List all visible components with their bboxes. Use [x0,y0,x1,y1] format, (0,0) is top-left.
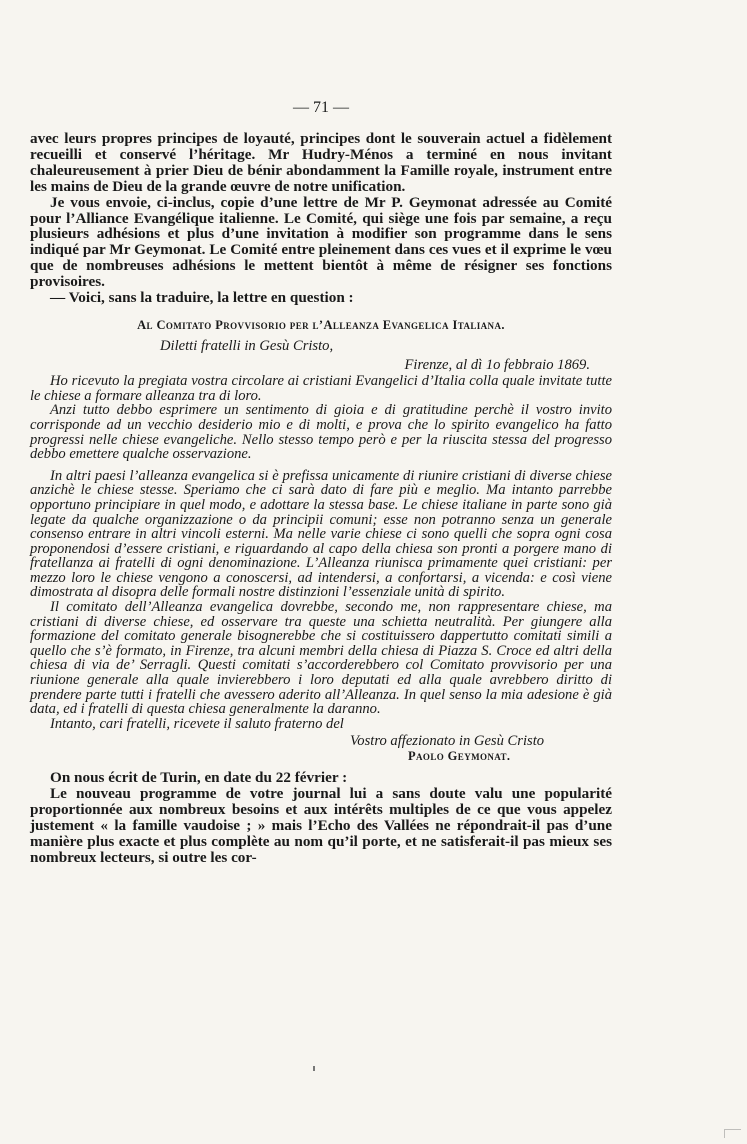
paragraph-continuation: avec leurs propres principes de loyauté, principes dont le souverain actuel a fidèlement recueilli et conservé l’héritage. Mr Hudry-Ménos a terminé en nous invitant chaleureusement à prier Dieu de bénir abondamment la Famille royale, instrument entre les mains de Dieu de la grande œuvre de notre unification. [30,130,612,195]
letter-signature: Paolo Geymonat. [408,749,511,763]
paragraph-letter-lead: — Voici, sans la traduire, la lettre en question : [50,289,354,307]
scan-corner [724,1129,741,1138]
letter-paragraph: Anzi tutto debbo esprimere un sentimento di gioia e di gratitudine perchè il vostro invito corrisponde ad un vecchio desiderio mio e di molti, e prova che lo spirito evangelico ha fatto progressi nelle chiese evangeliche. Nello stesso tempo però e per la riuscita stessa del progresso debbo emettere qualche osservazione. [30,402,612,463]
page-number: — 71 — [293,99,349,116]
paragraph-turin-intro: On nous écrit de Turin, en date du 22 février : [50,769,348,786]
ink-mark [313,1066,315,1071]
letter-paragraph: Intanto, cari fratelli, ricevete il saluto fraterno del [50,715,344,732]
page-body [30,131,612,865]
letter-salutation: Diletti fratelli in Gesù Cristo, [160,337,334,354]
letter-dateline: Firenze, al dì 1o febbraio 1869. [404,356,590,373]
letter-paragraph: In altri paesi l’alleanza evangelica si è prefissa unicamente di riunire cristiani di diverse chiese anzichè le chiese stesse. Speriamo che ci sarà dato di fare più e meglio. Ma intanto parrebbe opportuno principiare in quel modo, e adottare la stessa base. Le chiese italiane in parte sono già legate da qualche organizzazione o da principii comuni; esse non potranno senza un generale consenso entrare in altri vincoli esterni. Ma nelle varie chiese ci sono quelli che sopra ogni cosa proponendosi d’essere cristiani, e riguardando al capo della chiesa son pronti a porgere mano di fratellanza ai fratelli di ogni denominazione. L’Alleanza riunisca primamente quei cristiani: per mezzo loro le chiese vengono a conoscersi, ad intendersi, a confortarsi, a vicenda: e così viene dimostrata al disopra delle formali nostre distinzioni l’essenziale unità di spirito. [30,467,612,601]
letter-paragraph: Il comitato dell’Alleanza evangelica dovrebbe, secondo me, non rappresentare chiese, ma cristiani di diverse chiese, ed osservare tra queste una schietta neutralità. Per giungere alla formazione del comitato generale bisognerebbe che si costituissero dappertutto comitati simili a quello che s’è formato, in Firenze, tra alcuni membri della chiesa di Piazza S. Croce ed altri della chiesa di via de’ Serragli. Questi comitati s’accorderebbero col Comitato provvisorio per una riunione generale alla quale invierebbero i loro deputati ed alla quale avrebbero diritto di prendere parte tutti i fratelli che avessero aderito all’Alleanza. In quel senso la mia adesione è già data, ed i fratelli di questa chiesa generalmente la daranno. [30,599,612,718]
paragraph-geymonat-letter-intro: Je vous envoie, ci-inclus, copie d’une lettre de Mr P. Geymonat adressée au Comité pour l’Alliance Evangélique italienne. Le Comité, qui siège une fois par semaine, a reçu plusieurs adhésions et plus d’une invitation à modifier son programme dans le sens indiqué par Mr Geymonat. Le Comité entre pleinement dans ces vues et il exprime le vœu que de nombreuses adhésions le mettent bientôt à même de résigner ses fonctions provisoires. [30,193,612,291]
paragraph-turin-letter: Le nouveau programme de votre journal lui a sans doute valu une popularité proportionnée aux nombreux besoins et aux intérêts multiples de ce que vous appelez justement « la famille vaudoise ; » mais l’Echo des Vallées ne répondrait-il pas d’une manière plus exacte et plus complète au nom qu’il porte, et ne satisferait-il pas mieux ses nombreux lecteurs, si outre les cor- [30,784,612,866]
letter-heading: Al Comitato Provvisorio per l’Alleanza Evangelica Italiana. [137,317,505,332]
letter-paragraph: Ho ricevuto la pregiata vostra circolare ai cristiani Evangelici d’Italia colla quale invitate tutte le chiese a formare alleanza tra di loro. [30,373,612,404]
quoted-letter [30,318,612,764]
letter-closing: Vostro affezionato in Gesù Cristo [350,733,545,750]
